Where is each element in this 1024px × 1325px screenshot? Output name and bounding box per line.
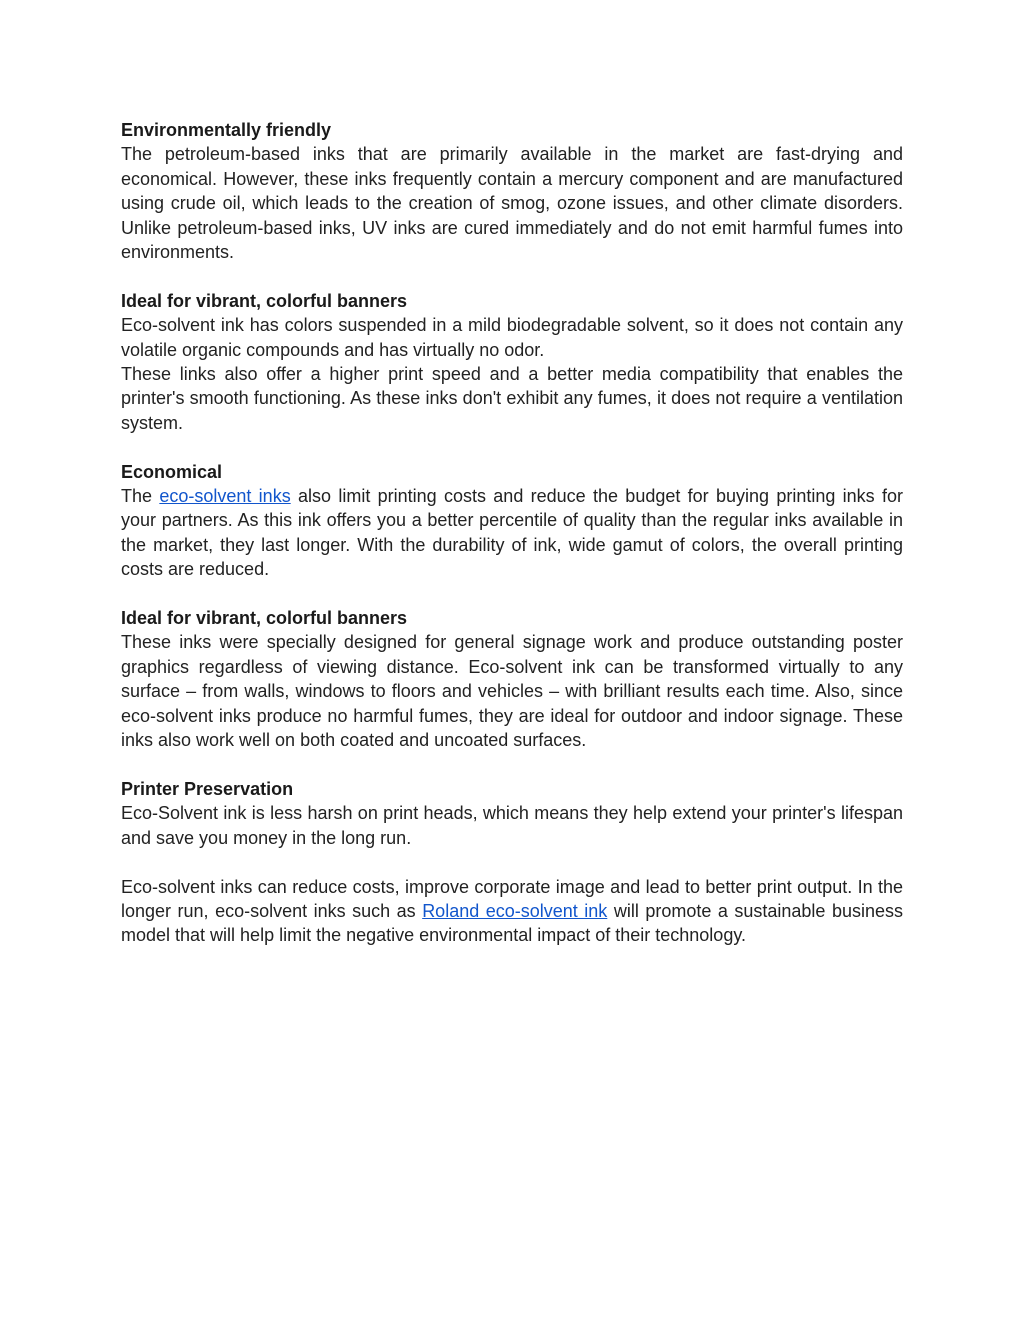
section-economical [121, 460, 903, 582]
section-vibrant-banners-2 [121, 606, 903, 752]
section-paragraph: These inks were specially designed for general signage work and produce outstanding poster graphics regardless of viewing distance. Eco-solvent ink can be transformed virtually to any surface – from walls, windows to floors and vehicles – with brilliant results each time. Also, since eco-solvent inks produce no harmful fumes, they are ideal for outdoor and indoor signage. These inks also work well on both coated and uncoated surfaces. [121, 632, 903, 751]
roland-eco-solvent-ink-link[interactable]: Roland eco-solvent ink [422, 900, 608, 921]
paragraph-text: The [121, 486, 160, 507]
section-conclusion [121, 875, 903, 948]
section-heading: Ideal for vibrant, colorful banners [121, 290, 408, 311]
section-heading: Printer Preservation [121, 778, 294, 799]
section-paragraph [121, 484, 903, 582]
paragraph-text: will promote a sustainable business model that will help limit the negative environmental impact of their technology. [121, 900, 903, 946]
conclusion-paragraph [121, 875, 903, 948]
eco-solvent-inks-link[interactable]: eco-solvent inks [159, 486, 291, 507]
section-heading: Environmentally friendly [121, 120, 332, 140]
document-page [121, 118, 903, 972]
paragraph-text: also limit printing costs and reduce the budget for buying printing inks for your partners. As this ink offers you a better percentile of quality than the regular inks available in the market, they last longer. With the durability of ink, wide gamut of colors, the overall printing costs are reduced. [121, 486, 903, 580]
section-printer-preservation [121, 777, 903, 850]
section-paragraph: Eco-Solvent ink is less harsh on print heads, which means they help extend your printer's lifespan and save you money in the long run. [121, 803, 903, 848]
section-paragraph: These links also offer a higher print speed and a better media compatibility that enables the printer's smooth functioning. As these inks don't exhibit any fumes, it does not require a ventilation system. [121, 364, 903, 433]
paragraph-text: Eco-solvent inks can reduce costs, improve corporate image and lead to better print output. In the longer run, eco-solvent inks such as [121, 876, 903, 921]
section-vibrant-banners-1 [121, 289, 903, 435]
section-heading: Ideal for vibrant, colorful banners [121, 608, 408, 629]
section-heading: Economical [121, 461, 223, 482]
section-environmentally-friendly [121, 118, 903, 264]
section-paragraph: Eco-solvent ink has colors suspended in a mild biodegradable solvent, so it does not contain any volatile organic compounds and has virtually no odor. [121, 315, 903, 360]
section-paragraph: The petroleum-based inks that are primarily available in the market are fast-drying and economical. However, these inks frequently contain a mercury component and are manufactured using crude oil, which leads to the creation of smog, ozone issues, and other climate disorders. Unlike petroleum-based inks, UV inks are cured immediately and do not emit harmful fumes into environments. [121, 144, 903, 263]
